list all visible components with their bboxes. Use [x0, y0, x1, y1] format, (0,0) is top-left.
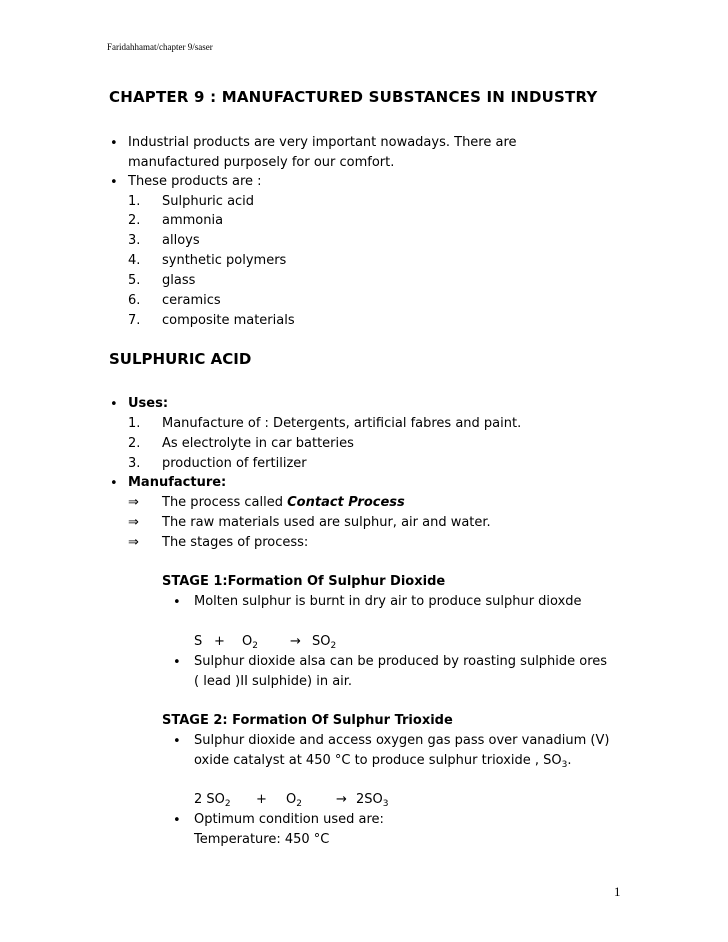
list-item-number: 7.: [128, 313, 141, 328]
list-item: ceramics: [162, 293, 221, 308]
list-item-number: 2.: [128, 213, 141, 228]
eq-reactant: [242, 632, 258, 652]
list-item: Manufacture of : Detergents, artificial fabres and paint.: [162, 416, 522, 431]
list-item-number: 3.: [128, 233, 141, 248]
chapter-title: CHAPTER 9 : MANUFACTURED SUBSTANCES IN INDUSTRY: [109, 88, 598, 106]
list-item: glass: [162, 273, 196, 288]
eq-product: [356, 790, 389, 810]
arrow-icon: ⇒: [128, 515, 139, 530]
list-item: ammonia: [162, 213, 224, 228]
list-item-number: 1.: [128, 194, 141, 209]
eq-plus: +: [256, 792, 267, 807]
list-item: alloys: [162, 233, 200, 248]
bullet-icon: •: [173, 813, 181, 828]
eq-subscript: 3: [561, 760, 568, 770]
eq-plus: +: [214, 634, 225, 649]
list-item: production of fertilizer: [162, 456, 307, 471]
list-item: composite materials: [162, 313, 295, 328]
eq-symbol: O: [242, 634, 253, 649]
eq-reactant: [286, 790, 302, 810]
uses-label: Uses:: [128, 396, 169, 411]
stage2-bullet1-line1: Sulphur dioxide and access oxygen gas pass over vanadium (V): [194, 733, 610, 748]
eq-reactant: [194, 790, 231, 810]
page-header: Faridahhamat/chapter 9/saser: [107, 42, 213, 52]
stage1-heading: STAGE 1:Formation Of Sulphur Dioxide: [162, 574, 446, 589]
bullet-icon: •: [173, 655, 181, 670]
bullet-icon: •: [110, 476, 118, 491]
raw-materials: The raw materials used are sulphur, air and water.: [162, 515, 491, 530]
list-item: Sulphuric acid: [162, 194, 255, 209]
stage2-temperature: Temperature: 450 °C: [194, 832, 330, 847]
eq-symbol: SO: [312, 634, 331, 649]
text-span: oxide catalyst at 450 °C to produce sulphur trioxide , SO: [194, 753, 562, 768]
bullet-icon: •: [110, 136, 118, 151]
stage2-bullet2: Optimum condition used are:: [194, 812, 384, 827]
eq-arrow: →: [290, 634, 301, 649]
text-span: .: [567, 753, 572, 768]
bullet-icon: •: [173, 734, 181, 749]
intro-bullet2: These products are :: [128, 174, 262, 189]
list-item: As electrolyte in car batteries: [162, 436, 354, 451]
eq-product: [312, 632, 336, 652]
arrow-icon: ⇒: [128, 495, 139, 510]
bullet-icon: •: [173, 595, 181, 610]
stage1-bullet2-line1: Sulphur dioxide alsa can be produced by roasting sulphide ores: [194, 654, 608, 669]
process-line: [162, 493, 405, 513]
arrow-icon: ⇒: [128, 535, 139, 550]
eq-reactant: S: [194, 634, 203, 649]
list-item-number: 1.: [128, 416, 141, 431]
eq-symbol: 2 SO: [194, 792, 225, 807]
stage2-heading: STAGE 2: Formation Of Sulphur Trioxide: [162, 713, 453, 728]
section-title: SULPHURIC ACID: [109, 350, 252, 368]
stage2-bullet1-line2: [194, 751, 572, 771]
list-item-number: 2.: [128, 436, 141, 451]
stage1-bullet2-line2: ( lead )II sulphide) in air.: [194, 674, 353, 689]
intro-bullet1-line2: manufactured purposely for our comfort.: [128, 155, 395, 170]
list-item-number: 4.: [128, 253, 141, 268]
list-item: synthetic polymers: [162, 253, 287, 268]
eq-symbol: 2SO: [356, 792, 383, 807]
list-item-number: 6.: [128, 293, 141, 308]
eq-arrow: →: [336, 792, 347, 807]
eq-subscript: 2: [224, 799, 231, 809]
list-item-number: 3.: [128, 456, 141, 471]
list-item-number: 5.: [128, 273, 141, 288]
stage1-bullet1: Molten sulphur is burnt in dry air to produce sulphur dioxde: [194, 594, 582, 609]
eq-subscript: 2: [296, 799, 302, 809]
process-prefix: The process called: [162, 495, 288, 510]
page-number: 1: [614, 884, 621, 899]
eq-symbol: O: [286, 792, 297, 807]
eq-subscript: 2: [330, 641, 337, 651]
manufacture-label: Manufacture:: [128, 475, 227, 490]
bullet-icon: •: [110, 397, 118, 412]
stages-intro: The stages of process:: [162, 535, 309, 550]
process-name: Contact Process: [287, 495, 405, 510]
intro-bullet1-line1: Industrial products are very important nowadays. There are: [128, 135, 517, 150]
eq-subscript: 3: [382, 799, 389, 809]
eq-subscript: 2: [252, 641, 258, 651]
bullet-icon: •: [110, 175, 118, 190]
